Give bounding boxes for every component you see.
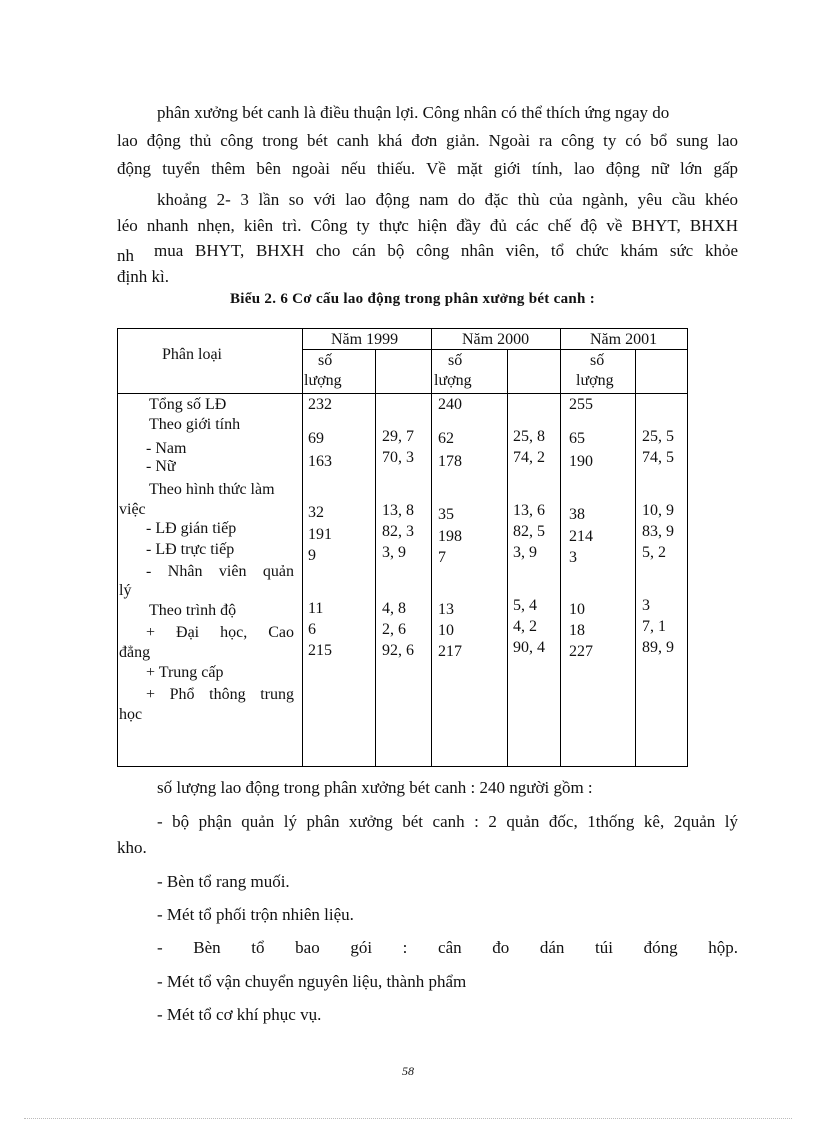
table-divider — [118, 393, 687, 394]
pct-value: 13, 6 — [513, 502, 545, 519]
header-year-1999: Năm 1999 — [331, 331, 399, 348]
category-label: - Nữ — [146, 458, 176, 475]
subheader-qty: số — [448, 352, 463, 369]
labor-structure-table — [117, 328, 688, 767]
footer-divider — [24, 1118, 792, 1119]
qty-value: 18 — [569, 622, 585, 639]
body-text-line: kho. — [117, 838, 147, 857]
qty-value: 9 — [308, 547, 316, 564]
pct-value: 25, 8 — [513, 428, 545, 445]
subheader-qty: lượng — [576, 372, 614, 389]
qty-value: 191 — [308, 526, 332, 543]
qty-value: 3 — [569, 549, 577, 566]
body-text-line: số lượng lao động trong phân xưởng bét canh : 240 người gồm : — [157, 778, 593, 797]
category-label: Theo trình độ — [149, 602, 237, 619]
category-label: việc — [119, 501, 146, 518]
list-item: - Mét tổ phối trộn nhiên liệu. — [157, 905, 354, 924]
list-item: - Bèn tổ rang muối. — [157, 872, 290, 891]
table-divider — [507, 349, 508, 766]
category-label: Theo giới tính — [149, 416, 241, 433]
pct-value: 90, 4 — [513, 639, 545, 656]
body-text-line: động tuyển thêm bên ngoài nếu thiếu. Về mặt giới tính, lao động nữ lớn gấp — [117, 159, 738, 178]
pct-value: 74, 5 — [642, 449, 674, 466]
subheader-qty: lượng — [434, 372, 472, 389]
category-label: + Phổ thông trung — [146, 686, 294, 703]
body-text-line: léo nhanh nhẹn, kiên trì. Công ty thực hiện đầy đủ các chế độ về BHYT, BHXH — [117, 216, 738, 235]
body-text-line: mua BHYT, BHXH cho cán bộ công nhân viên, tổ chức khám sức khỏe — [154, 241, 738, 260]
category-label: - LĐ gián tiếp — [146, 520, 237, 537]
body-text-line: - bộ phận quản lý phân xưởng bét canh : 2 quản đốc, 1thống kê, 2quản lý — [157, 812, 738, 831]
pct-value: 29, 7 — [382, 428, 414, 445]
body-text-line: định kì. — [117, 267, 169, 286]
list-item: - Mét tổ cơ khí phục vụ. — [157, 1005, 322, 1024]
category-label: - Nam — [146, 440, 187, 457]
pct-value: 82, 3 — [382, 523, 414, 540]
category-label: + Trung cấp — [146, 664, 224, 681]
table-divider — [375, 349, 376, 766]
qty-value: 10 — [438, 622, 454, 639]
list-item: - Mét tổ vận chuyển nguyên liệu, thành phẩm — [157, 972, 467, 991]
header-year-2000: Năm 2000 — [462, 331, 530, 348]
qty-value: 6 — [308, 621, 316, 638]
total-value: 232 — [308, 396, 332, 413]
qty-value: 13 — [438, 601, 454, 618]
body-text-line: khoảng 2- 3 lần so với lao động nam do đặc thù của ngành, yêu cầu khéo — [157, 190, 738, 209]
pct-value: 5, 2 — [642, 544, 666, 561]
qty-value: 65 — [569, 430, 585, 447]
qty-value: 10 — [569, 601, 585, 618]
table-divider — [560, 329, 561, 766]
qty-value: 215 — [308, 642, 332, 659]
category-label: Theo hình thức làm — [149, 481, 275, 498]
subheader-qty: số — [590, 352, 605, 369]
pct-value: 13, 8 — [382, 502, 414, 519]
qty-value: 198 — [438, 528, 462, 545]
qty-value: 69 — [308, 430, 324, 447]
qty-value: 32 — [308, 504, 324, 521]
qty-value: 190 — [569, 453, 593, 470]
body-text-line: lao động thủ công trong bét canh khá đơn giản. Ngoài ra công ty có bổ sung lao — [117, 131, 738, 150]
category-label: Tổng số LĐ — [149, 396, 227, 413]
pct-value: 3, 9 — [382, 544, 406, 561]
pct-value: 74, 2 — [513, 449, 545, 466]
qty-value: 62 — [438, 430, 454, 447]
pct-value: 83, 9 — [642, 523, 674, 540]
qty-value: 217 — [438, 643, 462, 660]
qty-value: 38 — [569, 506, 585, 523]
pct-value: 2, 6 — [382, 621, 406, 638]
total-value: 255 — [569, 396, 593, 413]
category-label: - Nhân viên quản — [146, 563, 294, 580]
table-caption: Biểu 2. 6 Cơ cấu lao động trong phân xưởng bét canh : — [230, 291, 596, 307]
pct-value: 4, 2 — [513, 618, 537, 635]
subheader-qty: số — [318, 352, 333, 369]
header-category: Phân loại — [162, 346, 222, 363]
category-label: học — [119, 706, 143, 723]
pct-value: 70, 3 — [382, 449, 414, 466]
category-label: đẳng — [119, 644, 151, 661]
pct-value: 3, 9 — [513, 544, 537, 561]
pct-value: 89, 9 — [642, 639, 674, 656]
qty-value: 214 — [569, 528, 593, 545]
table-divider — [635, 349, 636, 766]
pct-value: 4, 8 — [382, 600, 406, 617]
qty-value: 227 — [569, 643, 593, 660]
table-divider — [431, 329, 432, 766]
table-divider — [302, 329, 303, 766]
pct-value: 25, 5 — [642, 428, 674, 445]
category-label: + Đại học, Cao — [146, 624, 294, 641]
qty-value: 7 — [438, 549, 446, 566]
header-year-2001: Năm 2001 — [590, 331, 658, 348]
body-text-fragment: nh — [117, 246, 134, 265]
category-label: lý — [119, 582, 132, 599]
pct-value: 92, 6 — [382, 642, 414, 659]
total-value: 240 — [438, 396, 462, 413]
qty-value: 163 — [308, 453, 332, 470]
qty-value: 11 — [308, 600, 324, 617]
category-label: - LĐ trực tiếp — [146, 541, 235, 558]
pct-value: 10, 9 — [642, 502, 674, 519]
pct-value: 7, 1 — [642, 618, 666, 635]
qty-value: 178 — [438, 453, 462, 470]
list-item: - Bèn tổ bao gói : cân đo dán túi đóng hộp. — [157, 938, 738, 957]
pct-value: 3 — [642, 597, 650, 614]
qty-value: 35 — [438, 506, 454, 523]
pct-value: 82, 5 — [513, 523, 545, 540]
page-number: 58 — [402, 1064, 414, 1078]
pct-value: 5, 4 — [513, 597, 537, 614]
subheader-qty: lượng — [304, 372, 342, 389]
body-text-line: phân xưởng bét canh là điều thuận lợi. Công nhân có thể thích ứng ngay do — [157, 103, 670, 122]
